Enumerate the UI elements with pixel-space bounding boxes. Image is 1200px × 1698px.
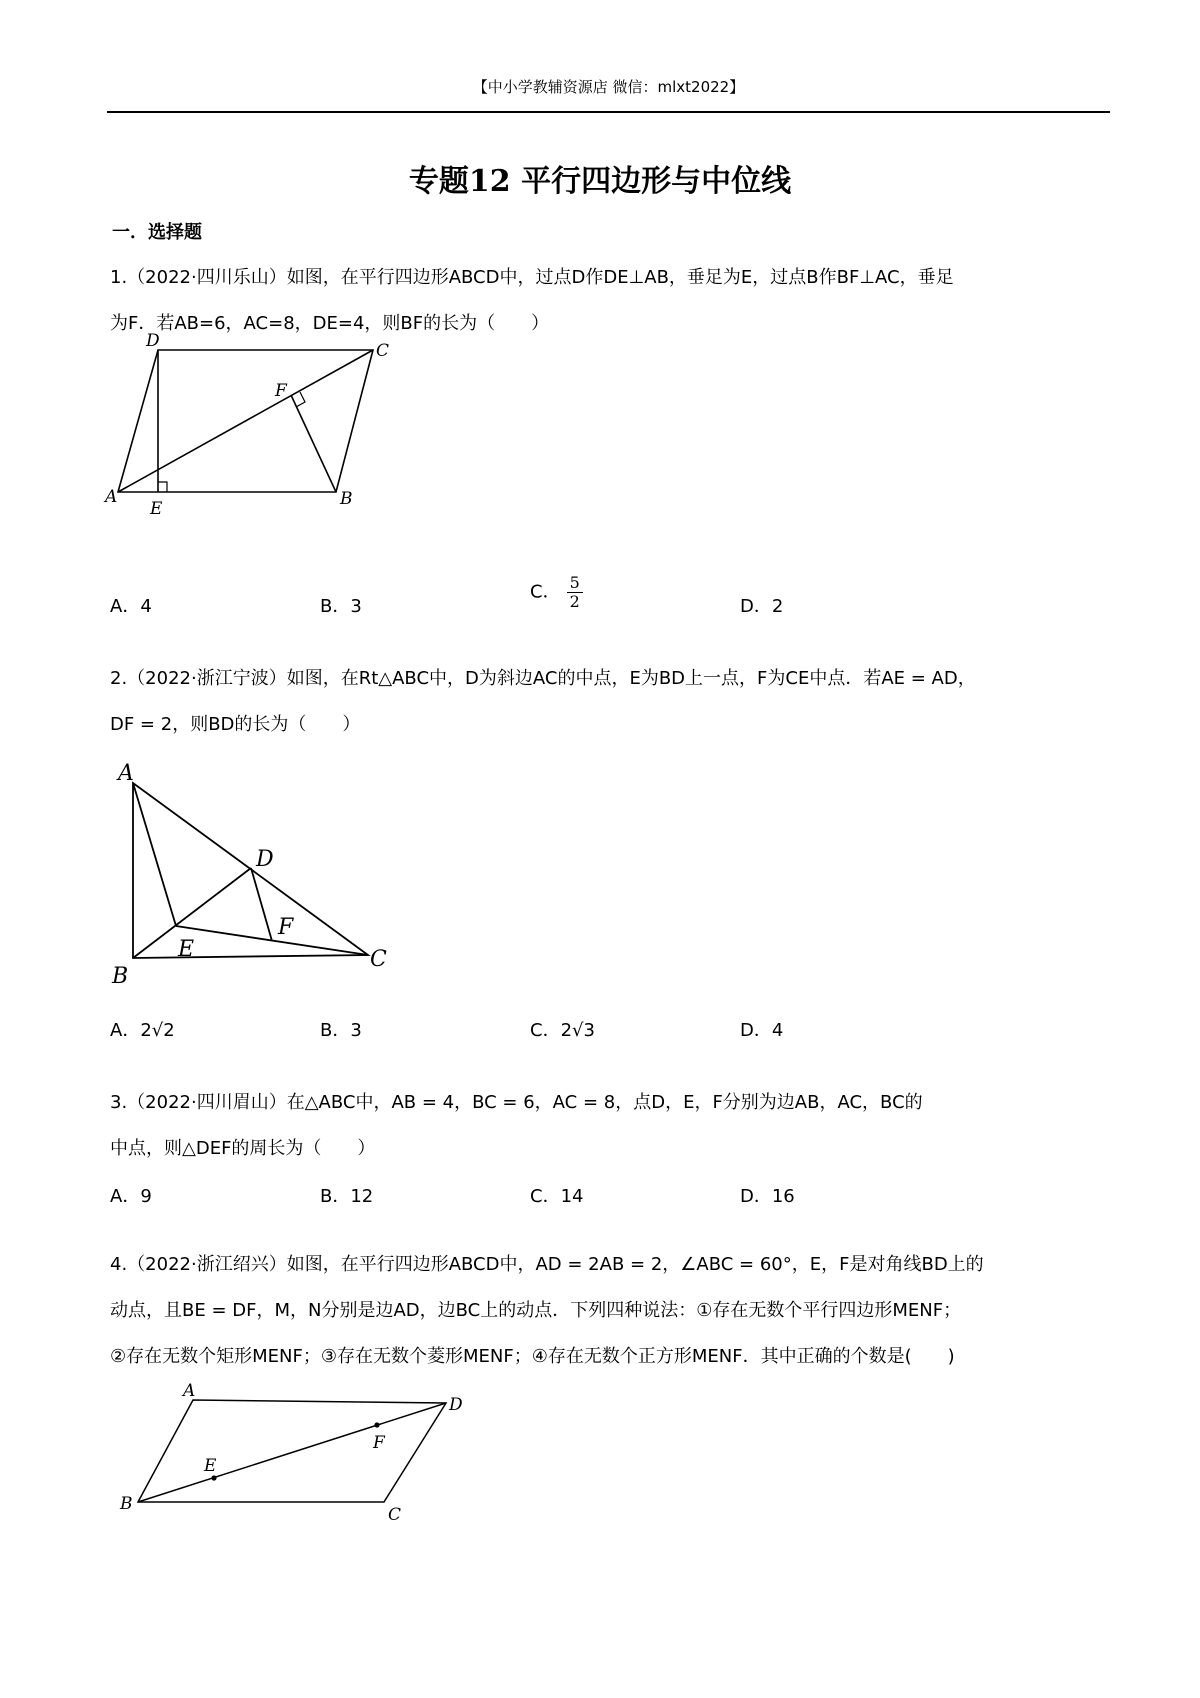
right-angle-mark-f [296,392,305,407]
label-e: E [178,937,195,962]
question-3-line-1: 3.（2022·四川眉山）在△ABC中，AB = 4，BC = 6，AC = 8，点D，E，F分别为边AB，AC，BC的 [110,1092,923,1113]
question-4-figure [108,1380,478,1530]
question-2 [110,656,1110,748]
label-a: A [183,1381,196,1401]
label-a: A [118,761,134,786]
option-d[interactable]: D．4 [740,1020,784,1041]
label-c: C [370,947,387,972]
fraction-denominator: 2 [569,592,580,611]
label-e: E [150,499,163,519]
question-1-line-2: 为F．若AB=6，AC=8，DE=4，则BF的长为（ ） [110,313,550,334]
header-divider [107,111,1110,113]
segment-df [251,868,272,941]
label-b: B [112,964,129,989]
question-4-line-1: 4.（2022·浙江绍兴）如图，在平行四边形ABCD中，AD = 2AB = 2，∠ABC = 60°，E，F是对角线BD上的 [110,1254,984,1275]
question-4-line-3: ②存在无数个矩形MENF；③存在无数个菱形MENF；④存在无数个正方形MENF．其中正确的个数是( ) [110,1346,955,1367]
option-a[interactable]: A．4 [110,596,152,617]
altitude-bf [291,395,336,492]
option-c[interactable]: C．2√3 [530,1020,595,1041]
label-f: F [275,381,287,401]
label-c: C [376,341,390,361]
label-a: A [105,487,118,507]
fraction-five-halves [567,574,583,611]
option-d[interactable]: D．16 [740,1186,795,1207]
question-1-figure [105,330,418,530]
option-b[interactable]: B．12 [320,1186,374,1207]
diagonal-ac [118,350,373,492]
option-c-prefix: C． [530,581,561,603]
label-e: E [204,1456,217,1476]
question-2-line-2: DF = 2，则BD的长为（ ） [110,714,361,735]
label-b: B [120,1494,133,1514]
question-2-options [110,1016,1110,1056]
question-1-line-1: 1.（2022·四川乐山）如图，在平行四边形ABCD中，过点D作DE⊥AB，垂足为E，过点B作BF⊥AC，垂足 [110,267,954,288]
question-3-options [110,1182,1110,1222]
section-heading: 一．选择题 [112,222,202,243]
page-title: 专题12 平行四边形与中位线 [408,164,792,199]
label-d: D [146,331,160,351]
option-c[interactable] [530,574,583,611]
segment-ae [133,783,176,926]
label-b: B [340,489,353,509]
right-angle-mark-e [158,482,167,492]
label-c: C [388,1505,402,1525]
label-d: D [256,847,274,872]
point-e [211,1475,216,1480]
question-2-figure [108,758,398,988]
page-header: 【中小学教辅资源店 微信：mlxt2022】 [472,78,745,96]
label-d: D [449,1395,463,1415]
question-3 [110,1080,1110,1172]
label-f: F [373,1433,385,1453]
question-4 [110,1242,1110,1380]
option-d[interactable]: D．2 [740,596,784,617]
fraction-numerator: 5 [567,574,583,593]
question-1-options [110,573,1110,632]
option-a[interactable]: A．2√2 [110,1020,175,1041]
option-b[interactable]: B．3 [320,1020,362,1041]
option-c[interactable]: C．14 [530,1186,584,1207]
option-b[interactable]: B．3 [320,596,362,617]
label-f: F [278,915,294,940]
option-a[interactable]: A．9 [110,1186,152,1207]
question-3-line-2: 中点，则△DEF的周长为（ ） [110,1138,376,1159]
question-4-line-2: 动点，且BE = DF，M，N分别是边AD，边BC上的动点．下列四种说法：①存在无数个平行四边形MENF； [110,1300,962,1321]
point-f [374,1422,379,1427]
question-2-line-1: 2.（2022·浙江宁波）如图，在Rt△ABC中，D为斜边AC的中点，E为BD上一点，F为CE中点．若AE = AD， [110,668,976,689]
